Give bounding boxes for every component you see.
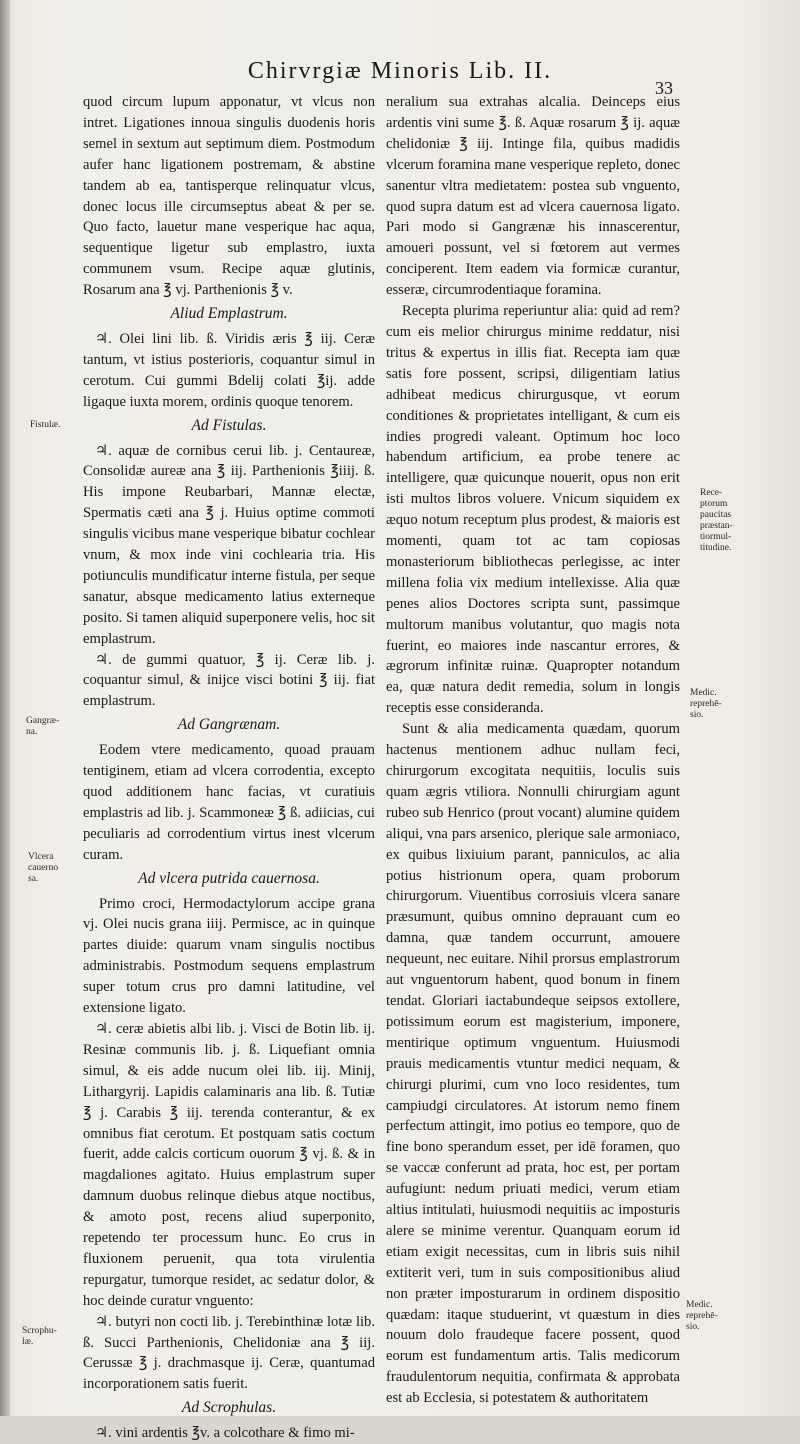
paragraph: Eodem vtere medicamento, quoad prauam tentiginem, etiam ad vlcera corrodentia, excepto quod additionem hanc facias, vt curatiuis emplastris ad lib. j. Scammoneæ ℥ ß. adiicias, cui peculiaris ad corrodentium virtus inest vlcerum curam. <box>83 742 375 863</box>
section-heading: Ad vlcera putrida cauernosa. <box>138 869 320 887</box>
running-title: Chirvrgiæ Minoris Lib. II. <box>247 58 553 84</box>
binding-shadow <box>0 0 10 1416</box>
margin-note-receptorum: Rece- ptorum paucitas præstan- tiormul- titudine. <box>700 488 733 553</box>
recipe-paragraph: ♃. Olei lini lib. ß. Viridis æris ℥ iij. Ceræ tantum, vt istius posterioris, coquantur simul in cerotum. Cui gummi Bdelij colati ℥ij. adde ligaque iuxta morem, ordinis quoque tenorem. <box>83 330 375 410</box>
recipe-paragraph: ♃. butyri non cocti lib. j. Terebinthinæ lotæ lib. ß. Succi Parthenionis, Chelidoniæ ana ℥ iij. Cerussæ ℥ j. drachmasque ij. Ceræ, quantumad incorporationem satis fuerit. <box>83 1313 375 1393</box>
margin-note-medic-reprehensio: Medic. reprehē- sio. <box>686 1300 718 1332</box>
margin-note-fistulae: Fistulæ. <box>30 420 61 430</box>
margin-note-vlcera: Vlcera cauerno sa. <box>28 852 59 884</box>
section-heading: Ad Scrophulas. <box>181 1399 277 1417</box>
margin-note-gangraena: Gangræ- na. <box>26 716 60 737</box>
section-heading: Aliud Emplastrum. <box>170 305 288 323</box>
paragraph: Primo croci, Hermodactylorum accipe grana vj. Olei nucis grana iiij. Permisce, ac in quinque partes diuide: quarum vnam singulis noctibus administrabis. Postmodum sequens emplastrum super totum crus pro damni latitudine, vel extensione ligato. <box>83 895 375 1017</box>
paragraph: quod circum lupum apponatur, vt vlcus non intret. Ligationes innoua singulis duodenis horis semel in sextum aut septimum diem. Postmodum aufer hanc ligationem postremam, & abstine tandem ab ea, tantisperque relinquatur vlcus, donec locus ille circumseptus abeat & per se. Quo facto, lauetur mane vesperique hac aqua, sequentique ligetur sub emplastro, iuxta communem vsum. Recipe aquæ glutinis, Rosarum ana ℥ vj. Parthenionis ℥ v. <box>83 94 375 299</box>
section-heading: Ad Fistulas. <box>191 416 267 434</box>
paragraph: neralium sua extrahas alcalia. Deinceps eius ardentis vini sume ℥. ß. Aquæ rosarum ℥ ij. aquæ chelidoniæ ℥ iij. Intinge fila, quibus madidis vlcerum foramina mane vesperique repleto, donec sanentur vltra medietatem: postea sub vnguento, quod supra datum est ad vlcera cauernosa ligato. Pari modo si Gangrænæ his innascerentur, amoueri possunt, vel si fœtorem aut vermes conciperent. Item eadem via formicæ curantur, esseræ, circumrodentiaque foramina. <box>386 94 680 299</box>
margin-note-scrophulae: Scrophu- læ. <box>22 1326 57 1347</box>
section-heading: Ad Gangrænam. <box>177 716 281 734</box>
margin-note-medic-reprehensio: Medic. reprehē- sio. <box>690 688 722 720</box>
recipe-paragraph: ♃. de gummi quatuor, ℥ ij. Ceræ lib. j. coquantur simul, & inijce visci botini ℥ iij. fiat emplastrum. <box>83 651 375 710</box>
right-column <box>386 92 680 1409</box>
left-column <box>83 92 375 1444</box>
recipe-paragraph: ♃. vini ardentis ℥v. a colcothare & fimo mi- <box>95 1425 355 1442</box>
page-number: 33 <box>655 78 673 98</box>
recipe-paragraph: ♃. ceræ abietis albi lib. j. Visci de Botin lib. ij. Resinæ communis lib. j. ß. Liquefiant omnia simul, & eis adde nucum olei lib. iij. Minij, Lithargyrij. Lapidis calaminaris ana lib. ß. Tutiæ ℥ j. Carabis ℥ iij. terenda conterantur, & ex omnibus fiat cerotum. Et postquam satis coctum fuerit, adde calcis corticum ouorum ℥ vj. ß. & in magdaliones agitato. Huius emplastrum super damnum duobus relinque diebus atque noctibus, & amoto post, recens aliud superponito, repetendo ter processum hunc. Eo crus in fluxionem peruenit, qua tota virulentia repurgatur, tumorque residet, ac sedatur dolor, & hoc deinde curatur vnguento: <box>83 1020 375 1309</box>
paragraph: Recepta plurima reperiuntur alia: quid ad rem? cum eis melior chirurgus minime reddatur, nisi tritus & expertus in illis fiat. Recepta iam quæ satis fore possent, scripsi, diligentiam latius adhibeat medicus chirurgusque, vt eorum conditiones & proprietates intelligant, & cum eis indies progredi valeant. Optimum hoc loco habendum artificium, ea probe tenere ac intelligere, quæ quicunque nouerit, opus non erit isti multos libros voluere. Vnicum siquidem ex æquo notum receptum plus prodest, & maioris est momenti, quam tot ac tam copiosas monasteriorum bibliothecas perlegisse, ac inter millena folia vix medium intellexisse. Alia quæ penes alios Doctores scripta sunt, passimque multorum manibus volutantur, quo magis nota fuerint, eo maiores inde nascantur errores, & ægrorum infinitæ ruinæ. Quapropter notandum ea, quæ natura dedit remedia, solum in longis receptis esse consideranda. <box>386 303 680 717</box>
recipe-paragraph: ♃. aquæ de cornibus cerui lib. j. Centaureæ, Consolidæ aureæ ana ℥ iij. Parthenionis ℥iiij. ß. His impone Reubarbari, Mannæ electæ, Spermatis cæti ana ℥ j. Huius optime commoti singulis vicibus mane vesperique bibatur cochlear vnum, & mox inde vini cochlearia tria. His potiunculis mundificatur interne fistula, per seque sanatur, absque medicamento latius externeque posito. Si tamen aliquid superponere velis, hoc sit emplastrum. <box>83 442 375 647</box>
paragraph: Sunt & alia medicamenta quædam, quorum hactenus mentionem adhuc nullam feci, chirurgorum excogitata nequitiis, loculis suis quam ægris vtiliora. Nonnulli chirurgiam agunt rubeo sub Henrico (prout vocant) alumine quidem aliqui, vna pars arsenico, plerique sale armoniaco, ex quibus lixiuium parant, panniculos, ac alia potius histrionum opera, quam proborum chirurgorum. Viuentibus corrosiuis vlcera sanare præsumunt, quibus omnino deprauant cum eo damna, quæ tandem occurrunt, amouere nequeunt, nec euitare. Nihil prorsus emplastrorum aut vnguentorum habent, quod bonum in finem tendat. Gloriari iactabundeque seipsos extollere, potissimum eorum est magisterium, imponere, mentirique optimum vnguentum. Huiusmodi prauis medicamentis vtuntur medici nequam, & chirurgi plurimi, cum vno loco residentes, tum campiudgi circulatores. At istorum nemo finem perfectum attingit, imo potius eo tempore, quo de fine bono sperandum esset, per idē foramen, quo se vaccæ conferunt ad prata, hoc est, per portam aufugiunt: nedum priuati medici, verum etiam altius intitulati, huiusmodi nequitiis ac imposturis alere se minime verentur. Quanquam eorum id etiam exigit necessitas, cum in libris suis nihil extiterit veri, tum in suis compositionibus aliud non præter imposturarum in ordinem dispositio quædam: itaque studuerint, vt quæstum in dies nouum dolo fraudeque facere possent, quod eorum est fundamentum artis. Talis medicorum fraudulentorum nequitia, confirmata & approbata est ab Ecclesia, si potestatem & authoritatem <box>386 721 680 1407</box>
